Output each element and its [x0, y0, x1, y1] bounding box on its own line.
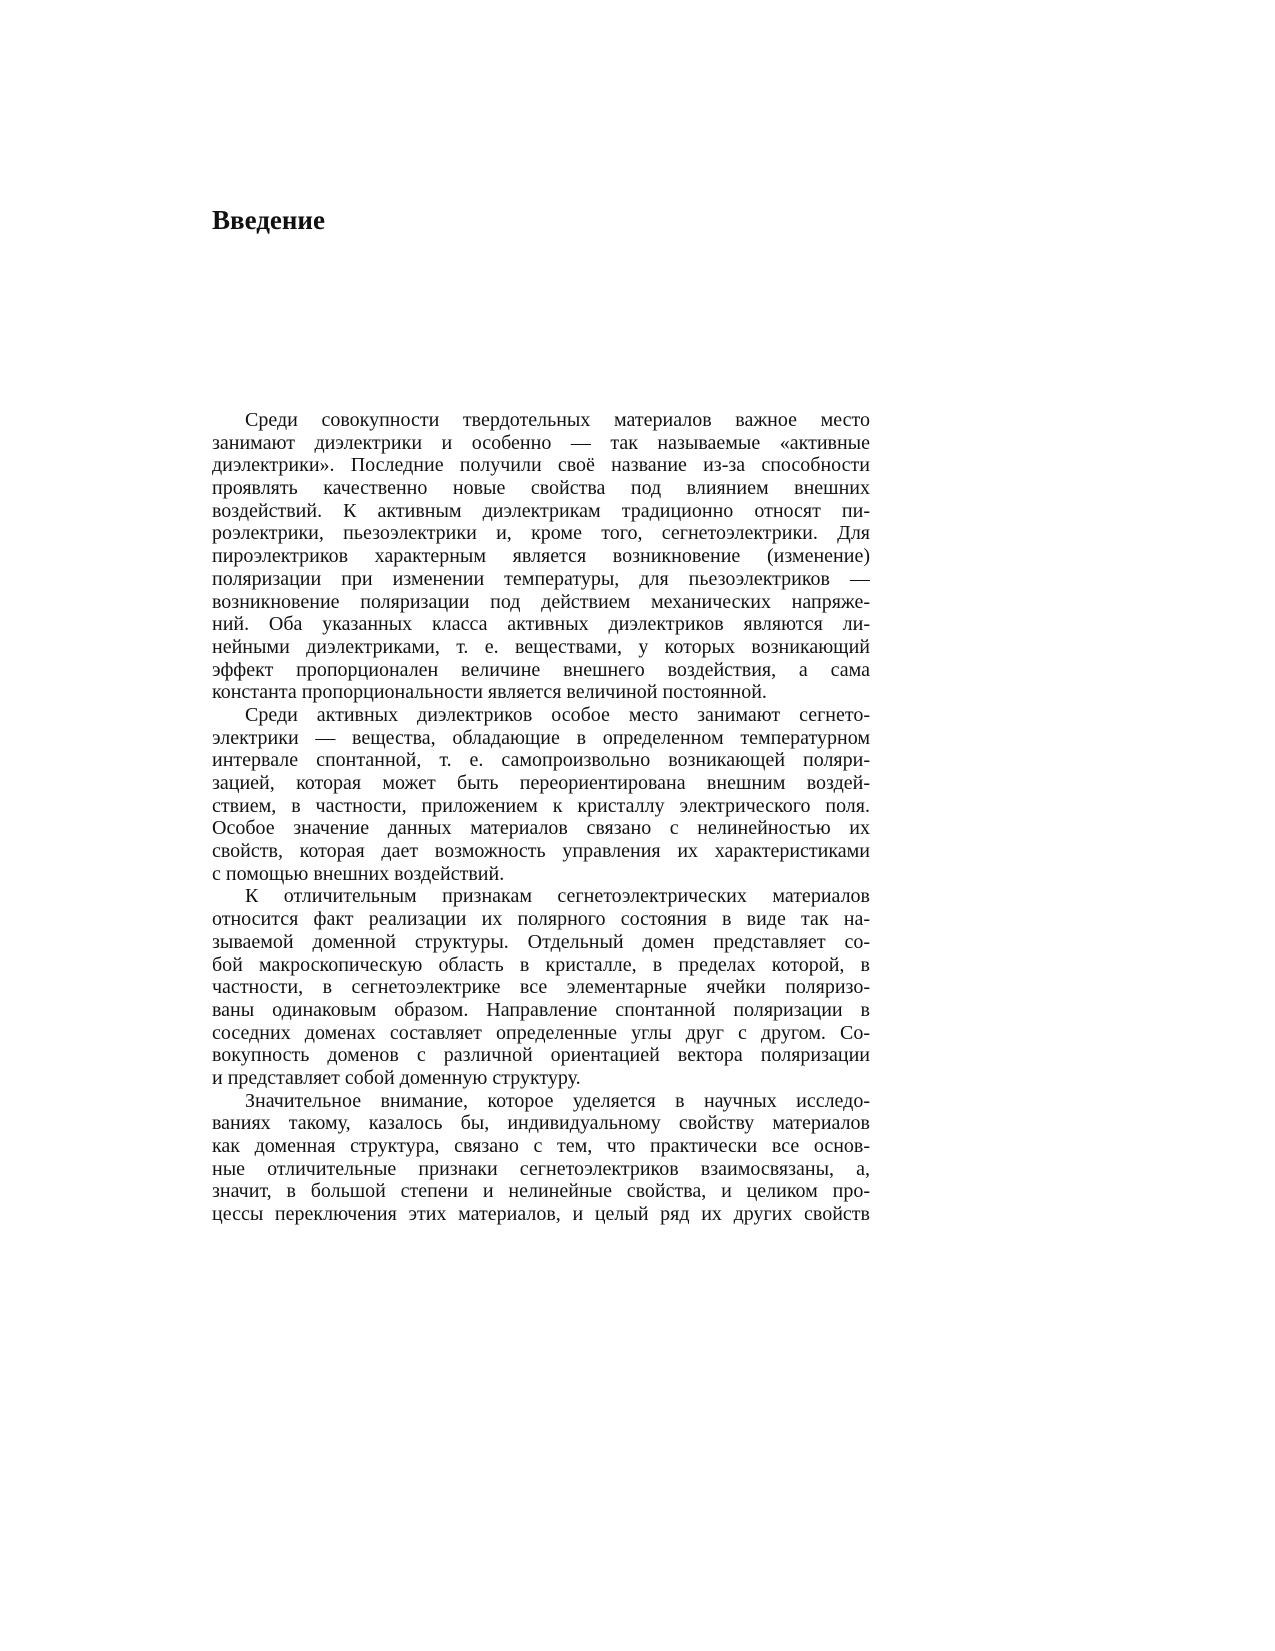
text-line: электрики — вещества, обладающие в определенном температурном [212, 726, 870, 749]
paragraph-3 [212, 885, 870, 1089]
text-line: частности, в сегнетоэлектрике все элементарные ячейки поляризо- [212, 976, 870, 999]
text-line: ствием, в частности, приложением к кристаллу электрического поля. [212, 794, 870, 817]
body-text [212, 409, 870, 1226]
text-line: воздействий. К активным диэлектрикам традиционно относят пи- [212, 499, 870, 522]
text-line: проявлять качественно новые свойства под влиянием внешних [212, 477, 870, 500]
text-line: с помощью внешних воздействий. [212, 862, 505, 885]
text-line: эффект пропорционален величине внешнего воздействия, а сама [212, 658, 870, 681]
text-line: ваны одинаковым образом. Направление спонтанной поляризации в [212, 998, 870, 1021]
text-line: ные отличительные признаки сегнетоэлектриков взаимосвязаны, а, [212, 1157, 870, 1180]
text-line: возникновение поляризации под действием механических напряже- [212, 590, 870, 613]
text-line: вокупность доменов с различной ориентацией вектора поляризации [212, 1044, 870, 1067]
text-line: Среди активных диэлектриков особое место занимают сегнето- [245, 703, 870, 726]
text-line: роэлектрики, пьезоэлектрики и, кроме того, сегнетоэлектрики. Для [212, 522, 870, 545]
text-line: интервале спонтанной, т. е. самопроизвольно возникающей поляри- [212, 749, 870, 772]
text-line: занимают диэлектрики и особенно — так называемые «активные [212, 431, 870, 454]
text-line: соседних доменах составляет определенные углы друг с другом. Со- [212, 1021, 870, 1044]
text-line: К отличительным признакам сегнетоэлектрических материалов [245, 885, 870, 908]
text-line: зываемой доменной структуры. Отдельный домен представляет со- [212, 930, 870, 953]
paragraph-2 [212, 704, 870, 886]
text-line: и представляет собой доменную структуру. [212, 1066, 581, 1089]
text-line: поляризации при изменении температуры, для пьезоэлектриков — [212, 567, 870, 590]
text-line: свойств, которая дает возможность управления их характеристиками [212, 840, 870, 863]
text-line: Особое значение данных материалов связано с нелинейностью их [212, 817, 870, 840]
text-line: как доменная структура, связано с тем, что практически все основ- [212, 1135, 870, 1157]
text-line: Значительное внимание, которое уделяется в научных исследо- [245, 1089, 870, 1112]
text-line: значит, в большой степени и нелинейные свойства, и целиком про- [212, 1180, 870, 1203]
paragraph-4 [212, 1090, 870, 1226]
text-line: ний. Оба указанных класса активных диэлектриков являются ли- [212, 613, 870, 636]
text-line: зацией, которая может быть переориентирована внешним воздей- [212, 772, 870, 794]
text-line: бой макроскопическую область в кристалле, в пределах которой, в [212, 953, 870, 976]
chapter-title: Введение [212, 205, 325, 235]
text-line: константа пропорциональности является величиной постоянной. [212, 681, 767, 704]
text-line: относится факт реализации их полярного состояния в виде так на- [212, 908, 870, 931]
text-line: цессы переключения этих материалов, и целый ряд их других свойств [212, 1203, 870, 1226]
paragraph-1 [212, 409, 870, 704]
text-line: пироэлектриков характерным является возникновение (изменение) [212, 545, 870, 568]
text-line: диэлектрики». Последние получили своё название из-за способности [212, 454, 870, 477]
text-line: ваниях такому, казалось бы, индивидуальному свойству материалов [212, 1112, 870, 1135]
text-line: Среди совокупности твердотельных материалов важное место [245, 409, 870, 431]
text-line: нейными диэлектриками, т. е. веществами, у которых возникающий [212, 635, 870, 658]
